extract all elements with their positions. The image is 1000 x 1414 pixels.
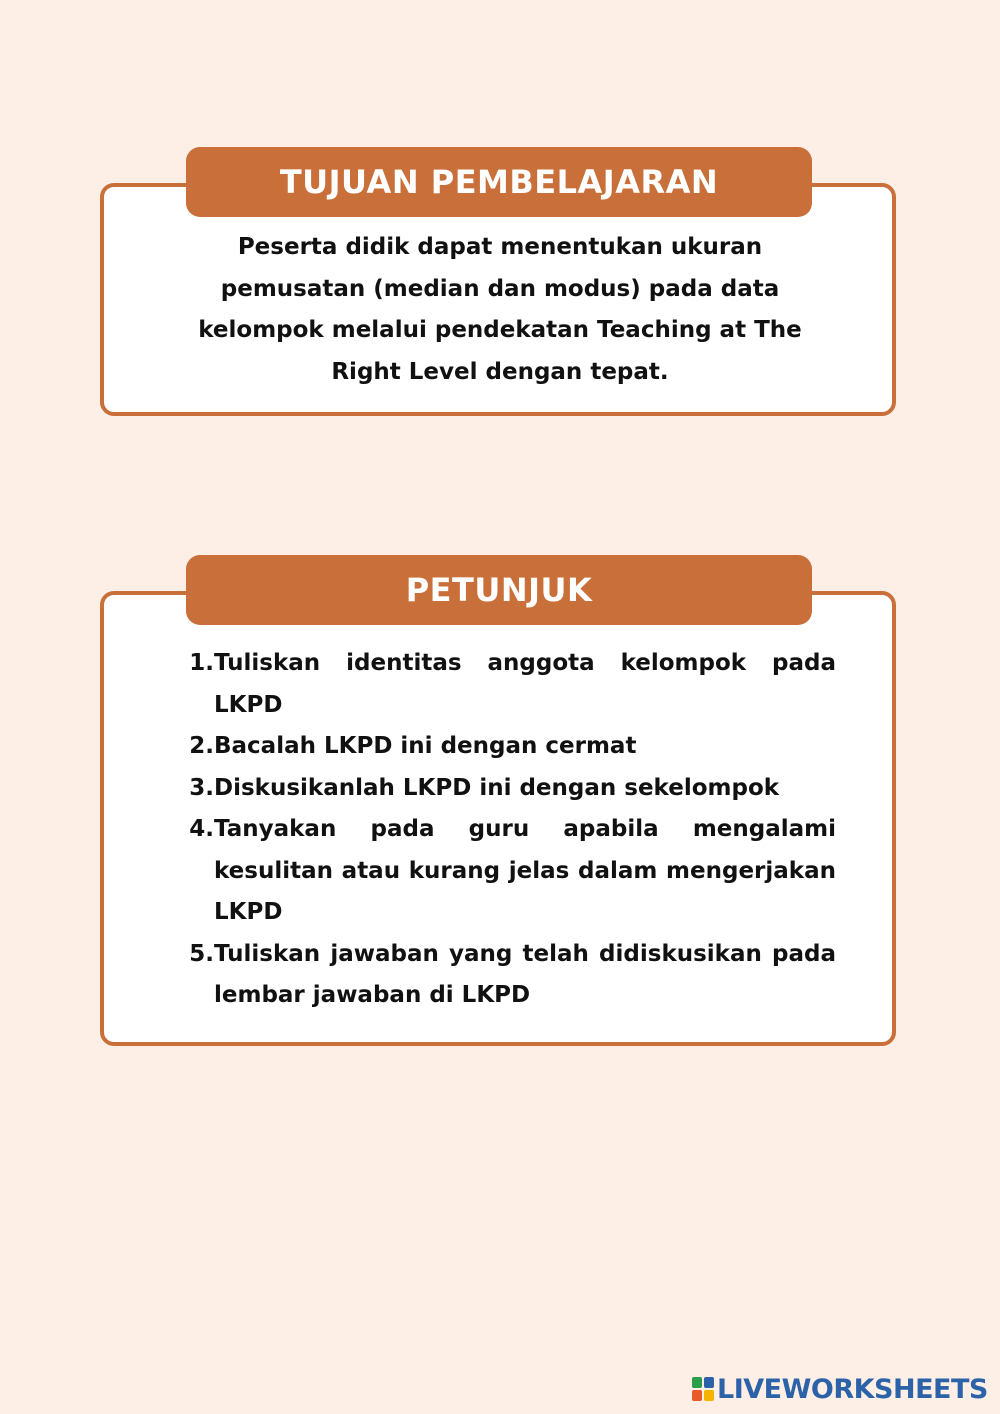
instruction-number: 5.	[189, 940, 214, 967]
brand-text: LIVEWORKSHEETS	[717, 1373, 988, 1405]
instruction-number: 1.	[189, 650, 214, 676]
liveworksheets-logo-icon	[692, 1377, 714, 1401]
logo-square	[704, 1377, 714, 1388]
instruction-text: Tuliskan jawaban yang telah didiskusikan pada lembar jawaban di LKPD	[214, 940, 836, 1008]
logo-square	[692, 1390, 702, 1401]
instruction-text: Tuliskan identitas anggota kelompok pada LKPD	[214, 650, 836, 718]
instruction-number: 4.	[189, 816, 214, 842]
instruction-item	[186, 934, 836, 1017]
instruction-item	[186, 768, 836, 810]
objective-text: Peserta didik dapat menentukan ukuran pemusatan (median dan modus) pada data kelompok melalui pendekatan Teaching at The Right Level dengan tepat.	[198, 234, 802, 385]
instruction-item	[186, 643, 836, 726]
instruction-text: Bacalah LKPD ini dengan cermat	[214, 733, 637, 759]
instruction-text: Diskusikanlah LKPD ini dengan sekelompok	[214, 774, 780, 801]
instruction-item	[186, 726, 836, 768]
instruction-number: 3.	[189, 774, 214, 801]
instruction-text: Tanyakan pada guru apabila mengalami kesulitan atau kurang jelas dalam mengerjakan LKPD	[214, 816, 836, 925]
logo-square	[704, 1390, 714, 1401]
instructions-list	[186, 643, 836, 1017]
instructions-title: PETUNJUK	[186, 555, 812, 625]
objective-title: TUJUAN PEMBELAJARAN	[186, 147, 812, 217]
instruction-number: 2.	[189, 733, 214, 759]
liveworksheets-brand[interactable]	[692, 1372, 988, 1406]
logo-square	[692, 1377, 702, 1388]
instruction-item	[186, 809, 836, 934]
